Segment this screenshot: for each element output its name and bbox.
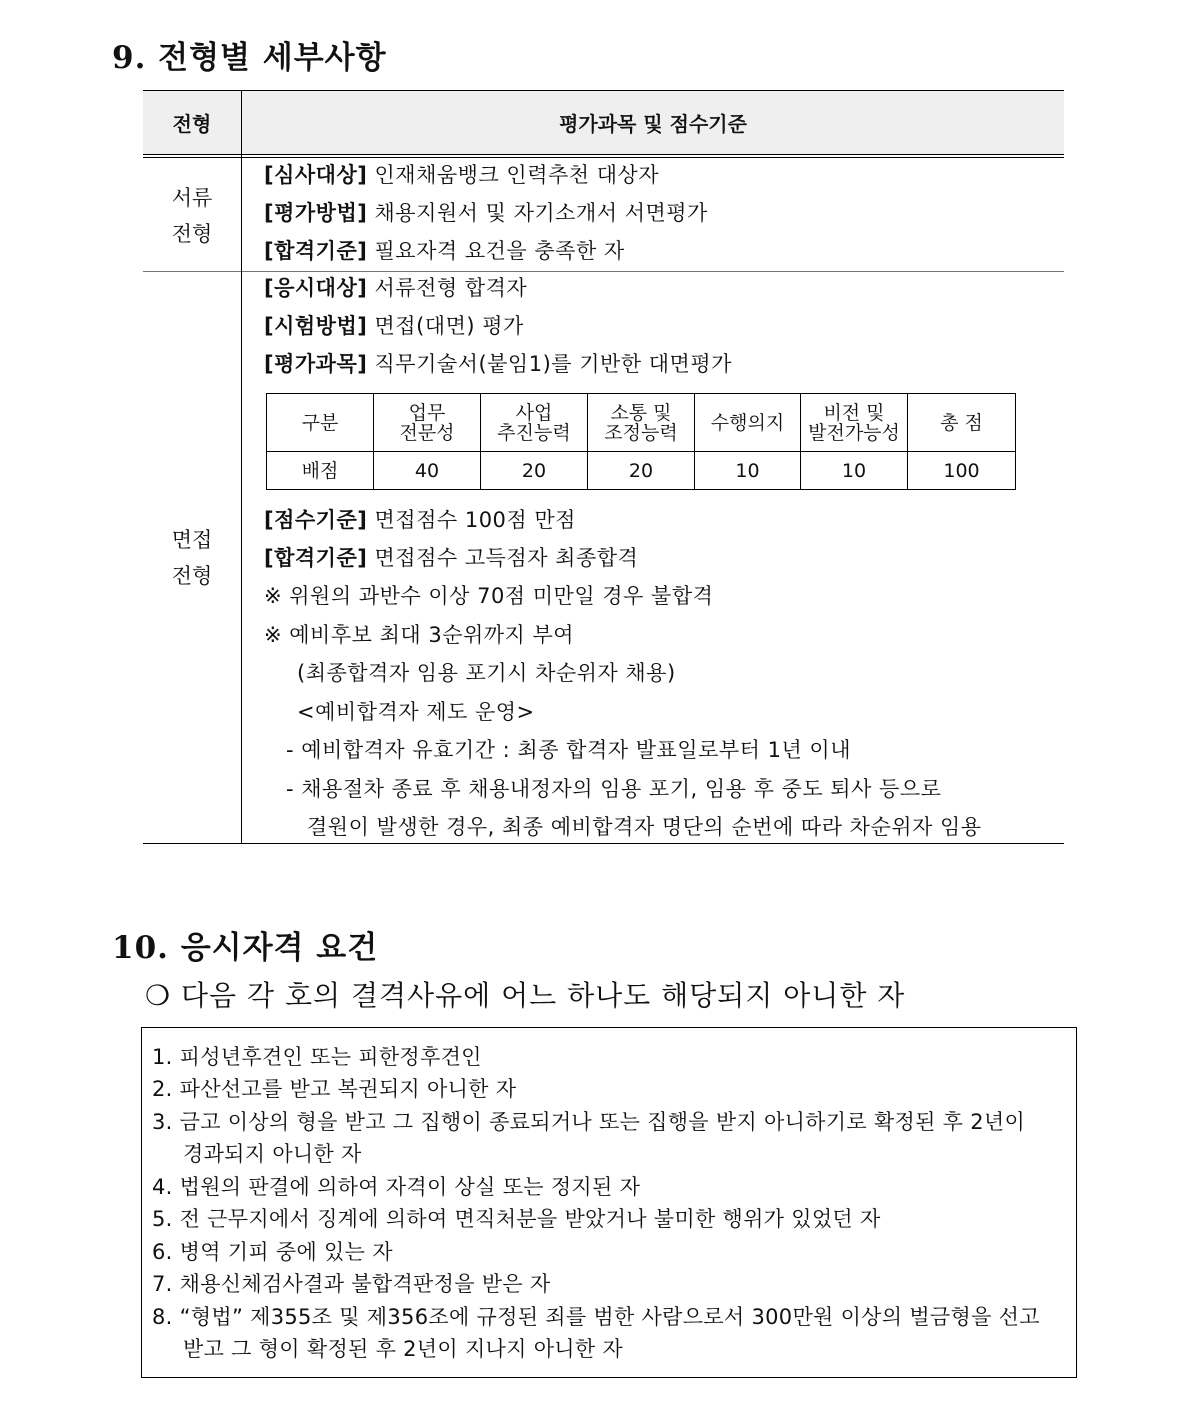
line-tag: [점수기준] — [264, 508, 368, 532]
list-item: 2. 파산선고를 받고 복권되지 아니한 자 — [152, 1077, 517, 1101]
line-text: 면접(대면) 평가 — [367, 314, 524, 338]
score-header-cell: 수행의지 — [695, 394, 801, 452]
header-divider-1 — [143, 154, 1064, 155]
doc-stage-name-line1: 서류 — [171, 186, 213, 210]
interview-line — [264, 505, 576, 535]
line-text: 채용지원서 및 자기소개서 서면평가 — [367, 201, 708, 225]
line-tag: [합격기준] — [264, 239, 368, 263]
list-item: 1. 피성년후견인 또는 피한정후견인 — [152, 1045, 482, 1069]
line-text: 면접점수 100점 만점 — [367, 508, 576, 532]
score-header-cell: 구분 — [267, 394, 374, 452]
score-table — [266, 393, 1016, 490]
score-header-cell: 총 점 — [908, 394, 1016, 452]
interview-line — [264, 543, 638, 573]
interview-stage-name-line1: 면접 — [171, 528, 213, 552]
score-cell: 20 — [481, 452, 588, 490]
table-top-border — [143, 90, 1064, 91]
score-cell: 10 — [801, 452, 908, 490]
line-tag: [평가방법] — [264, 201, 368, 225]
note-line: <예비합격자 제도 운영> — [297, 700, 535, 724]
score-table-header-row — [267, 394, 1016, 452]
note-line: - 채용절차 종료 후 채용내정자의 임용 포기, 임용 후 중도 퇴사 등으로 — [286, 777, 942, 801]
list-item: 5. 전 근무지에서 징계에 의하여 면직처분을 받았거나 불미한 행위가 있었던 자 — [152, 1207, 881, 1231]
note-line: (최종합격자 임용 포기시 차순위자 채용) — [297, 661, 676, 685]
table-bottom-border — [143, 843, 1064, 844]
list-item: 4. 법원의 판결에 의하여 자격이 상실 또는 정지된 자 — [152, 1175, 641, 1199]
score-header-cell: 업무 전문성 — [374, 394, 481, 452]
note-line: - 예비합격자 유효기간 : 최종 합격자 발표일로부터 1년 이내 — [286, 738, 851, 762]
section9-title: 9. 전형별 세부사항 — [112, 40, 387, 76]
interview-line — [264, 273, 527, 303]
list-item: 8. “형법” 제355조 및 제356조에 규정된 죄를 범한 사람으로서 300만원 이상의 벌금형을 선고 — [152, 1305, 1040, 1329]
list-item: 7. 채용신체검사결과 불합격판정을 받은 자 — [152, 1272, 551, 1296]
header-criteria: 평가과목 및 점수기준 — [559, 112, 747, 136]
score-header-cell: 사업 추진능력 — [481, 394, 588, 452]
score-cell: 10 — [695, 452, 801, 490]
row-divider — [143, 271, 1064, 272]
list-item: 경과되지 아니한 자 — [183, 1142, 362, 1166]
note-line: 결원이 발생한 경우, 최종 예비합격자 명단의 순번에 따라 차순위자 임용 — [307, 815, 982, 839]
note-line: ※ 위원의 과반수 이상 70점 미만일 경우 불합격 — [264, 584, 714, 608]
line-text: 면접점수 고득점자 최종합격 — [367, 546, 639, 570]
score-cell: 40 — [374, 452, 481, 490]
score-cell: 100 — [908, 452, 1016, 490]
interview-stage-name — [143, 522, 241, 594]
doc-line — [264, 236, 625, 266]
score-table-row — [267, 452, 1016, 490]
line-tag: [시험방법] — [264, 314, 368, 338]
doc-stage-name — [143, 180, 241, 252]
column-divider — [241, 91, 242, 843]
interview-line — [264, 349, 732, 379]
score-cell: 배점 — [267, 452, 374, 490]
line-text: 인재채움뱅크 인력추천 대상자 — [367, 163, 660, 187]
line-tag: [합격기준] — [264, 546, 368, 570]
line-tag: [평가과목] — [264, 352, 368, 376]
list-item: 6. 병역 기피 중에 있는 자 — [152, 1240, 393, 1264]
doc-stage-name-line2: 전형 — [171, 222, 213, 246]
line-text: 직무기술서(붙임1)를 기반한 대면평가 — [367, 352, 732, 376]
line-tag: [응시대상] — [264, 276, 368, 300]
doc-line — [264, 198, 708, 228]
score-header-cell: 비전 및 발전가능성 — [801, 394, 908, 452]
score-cell: 20 — [588, 452, 695, 490]
header-divider-2 — [143, 157, 1064, 158]
header-stage: 전형 — [172, 112, 212, 136]
line-text: 서류전형 합격자 — [367, 276, 528, 300]
list-item: 받고 그 형이 확정된 후 2년이 지나지 아니한 자 — [183, 1337, 624, 1361]
list-item: 3. 금고 이상의 형을 받고 그 집행이 종료되거나 또는 집행을 받지 아니하기로 확정된 후 2년이 — [152, 1110, 1026, 1134]
score-header-cell: 소통 및 조정능력 — [588, 394, 695, 452]
interview-stage-name-line2: 전형 — [171, 564, 213, 588]
note-line: ※ 예비후보 최대 3순위까지 부여 — [264, 623, 575, 647]
line-tag: [심사대상] — [264, 163, 368, 187]
section10-title: 10. 응시자격 요건 — [112, 930, 379, 966]
section10-subtitle: ❍ 다음 각 호의 결격사유에 어느 하나도 해당되지 아니한 자 — [145, 979, 906, 1012]
doc-line — [264, 160, 659, 190]
line-text: 필요자격 요건을 충족한 자 — [367, 239, 625, 263]
interview-line — [264, 311, 524, 341]
